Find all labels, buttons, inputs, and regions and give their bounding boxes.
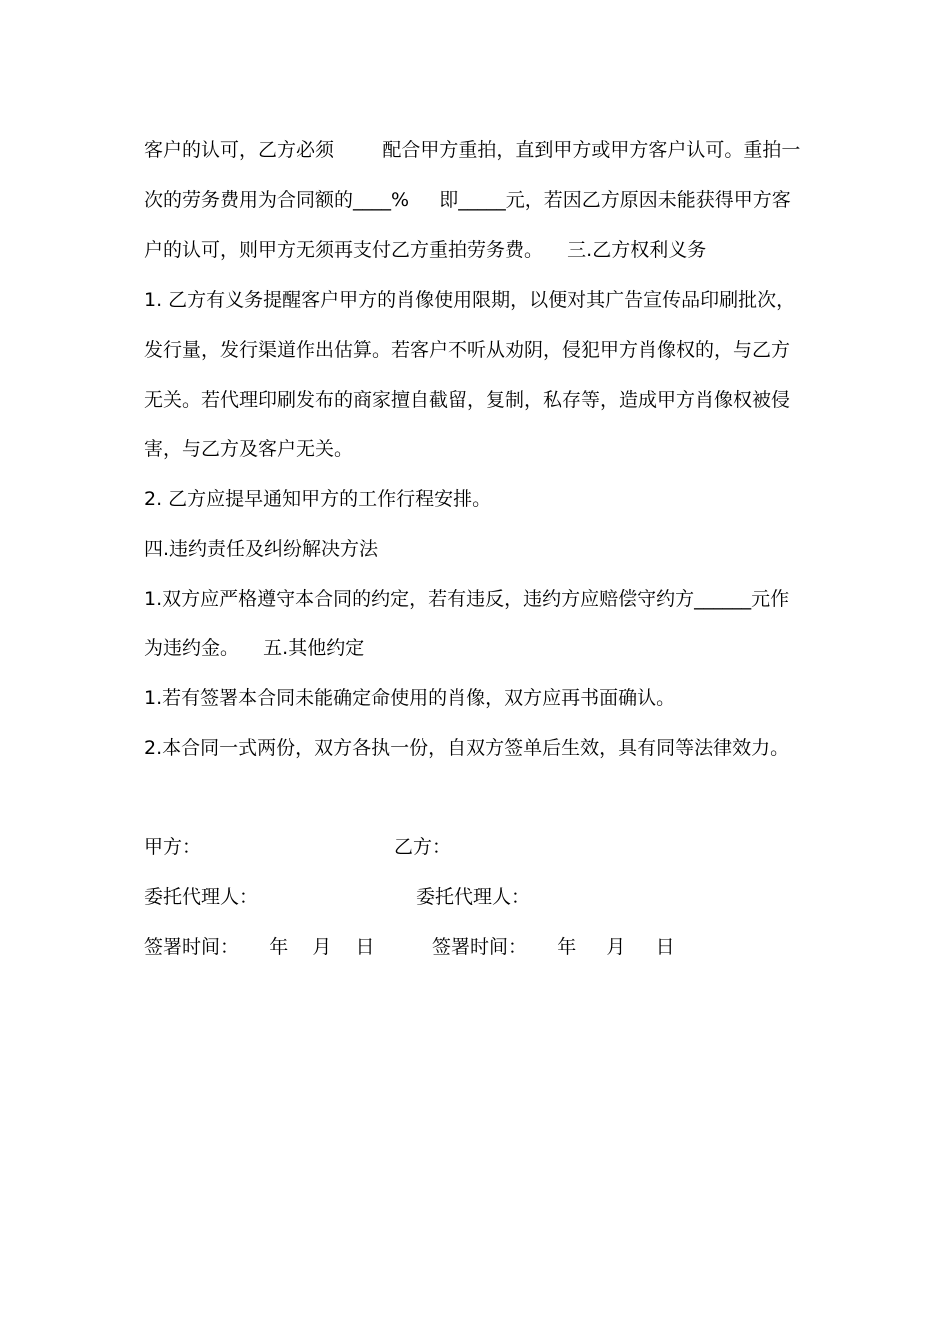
sign-date-b: 签署时间： 年 月 日: [432, 936, 675, 958]
agent-b-label: 委托代理人：: [416, 886, 531, 908]
party-a-label: 甲方：: [144, 836, 202, 858]
paragraph-line: 为违约金。 五.其他约定: [144, 637, 365, 659]
paragraph-line: 1. 乙方有义务提醒客户甲方的肖像使用限期，以便对其广告宣传品印刷批次，: [144, 289, 796, 311]
paragraph-line: 害，与乙方及客户无关。: [144, 438, 354, 460]
paragraph-line: 户的认可，则甲方无须再支付乙方重拍劳务费。 三.乙方权利义务: [144, 239, 707, 261]
paragraph-line: 1.双方应严格遵守本合同的约定，若有违反，违约方应赔偿守约方______元作: [144, 588, 790, 610]
paragraph-line: 发行量，发行渠道作出估算。若客户不听从劝阴，侵犯甲方肖像权的，与乙方: [144, 339, 791, 361]
section-heading: 四.违约责任及纠纷解决方法: [144, 538, 379, 560]
paragraph-line: 无关。若代理印刷发布的商家擅自截留，复制，私存等，造成甲方肖像权被侵: [144, 389, 791, 411]
party-b-label: 乙方：: [394, 836, 452, 858]
paragraph-line: 次的劳务费用为合同额的____% 即_____元，若因乙方原因未能获得甲方客: [144, 189, 791, 211]
sign-date-a: 签署时间： 年 月 日: [144, 936, 375, 958]
agent-a-label: 委托代理人：: [144, 886, 259, 908]
paragraph-line: 客户的认可，乙方必须 配合甲方重拍，直到甲方或甲方客户认可。重拍一: [144, 139, 801, 161]
paragraph-line: 2. 乙方应提早通知甲方的工作行程安排。: [144, 488, 492, 510]
paragraph-line: 1.若有签署本合同未能确定命使用的肖像，双方应再书面确认。: [144, 687, 676, 709]
paragraph-line: 2.本合同一式两份，双方各执一份，自双方签单后生效，具有同等法律效力。: [144, 737, 790, 759]
